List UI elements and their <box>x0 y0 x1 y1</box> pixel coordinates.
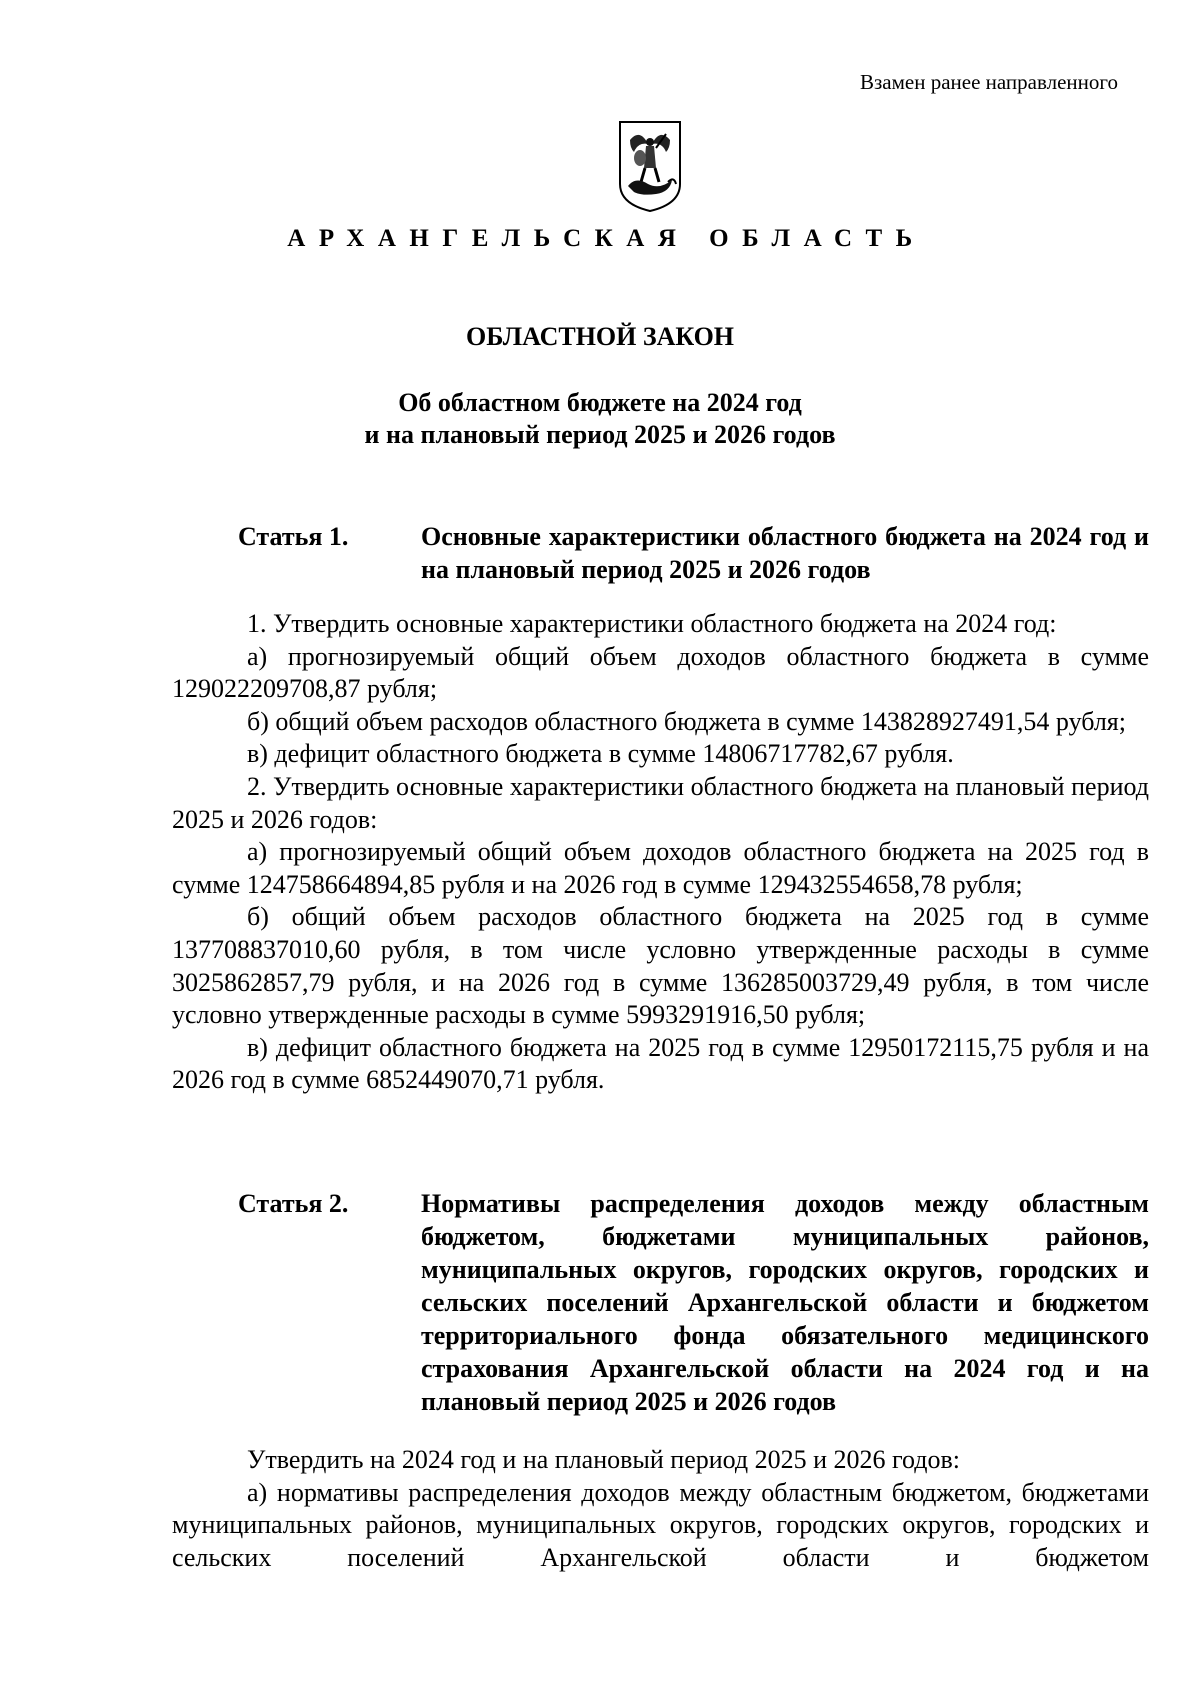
article-1-paragraph: в) дефицит областного бюджета на 2025 год в сумме 12950172115,75 рубля и на 2026 год в сумме 6852449070,71 рубля. <box>172 1032 1149 1095</box>
article-1-paragraph: а) прогнозируемый общий объем доходов областного бюджета на 2025 год в сумме 124758664894,85 рубля и на 2026 год в сумме 129432554658,78 рубля; <box>172 837 1149 899</box>
article-1-paragraph: б) общий объем расходов областного бюджета в сумме 143828927491,54 рубля; <box>247 706 1126 736</box>
article-1-paragraph: б) общий объем расходов областного бюджета на 2025 год в сумме 137708837010,60 рубля, в том числе условно утвержденные расходы в сумме 3025862857,79 рубля, и на 2026 год в сумме 136285003729,49 рубля, в том числе условно утвержденные расходы в сумме 5993291916,50 рубля; <box>172 902 1149 1030</box>
article-1-paragraph: 2. Утвердить основные характеристики областного бюджета на плановый период 2025 и 2026 годов: <box>172 771 1149 834</box>
document-title-line-2: и на плановый период 2025 и 2026 годов <box>364 420 836 449</box>
article-1-body <box>172 608 1149 1097</box>
article-2-number: Статья 2. <box>238 1189 349 1218</box>
region-name: АРХАНГЕЛЬСКАЯ ОБЛАСТЬ <box>287 225 926 252</box>
article-2-paragraph: а) нормативы распределения доходов между областным бюджетом, бюджетами муниципальных районов, муниципальных округов, городских округов, городских и сельских поселений Архангельской области и бюджетом <box>172 1477 1149 1572</box>
article-1-heading <box>238 520 1149 590</box>
article-2-paragraph: Утвердить на 2024 год и на плановый период 2025 и 2026 годов: <box>247 1445 961 1474</box>
article-1-paragraph: а) прогнозируемый общий объем доходов областного бюджета в сумме 129022209708,87 рубля; <box>172 641 1149 704</box>
article-1-paragraph: 1. Утвердить основные характеристики областного бюджета на 2024 год: <box>247 609 1057 638</box>
document-title <box>0 387 1200 451</box>
document-title-line-1: Об областном бюджете на 2024 год <box>398 388 802 417</box>
replacement-note: Взамен ранее направленного <box>859 70 1118 94</box>
document-type: ОБЛАСТНОЙ ЗАКОН <box>465 322 735 351</box>
article-1-number: Статья 1. <box>238 522 349 551</box>
arkhangelsk-coat-of-arms-icon <box>616 118 684 214</box>
article-2-title: Нормативы распределения доходов между областным бюджетом, бюджетами муниципальных районов, муниципальных округов, городских округов, городских и сельских поселений Архангельской области и бюджетом территориального фонда обязательного медицинского страхования Архангельской области на 2024 год и на плановый период 2025 и 2026 годов <box>421 1189 1149 1416</box>
article-1-title: Основные характеристики областного бюджета на 2024 год и на плановый период 2025 и 2026 годов <box>421 522 1149 584</box>
article-1-paragraph: в) дефицит областного бюджета в сумме 14806717782,67 рубля. <box>247 739 954 769</box>
article-2-heading <box>238 1187 1149 1427</box>
article-2-body <box>172 1444 1149 1574</box>
